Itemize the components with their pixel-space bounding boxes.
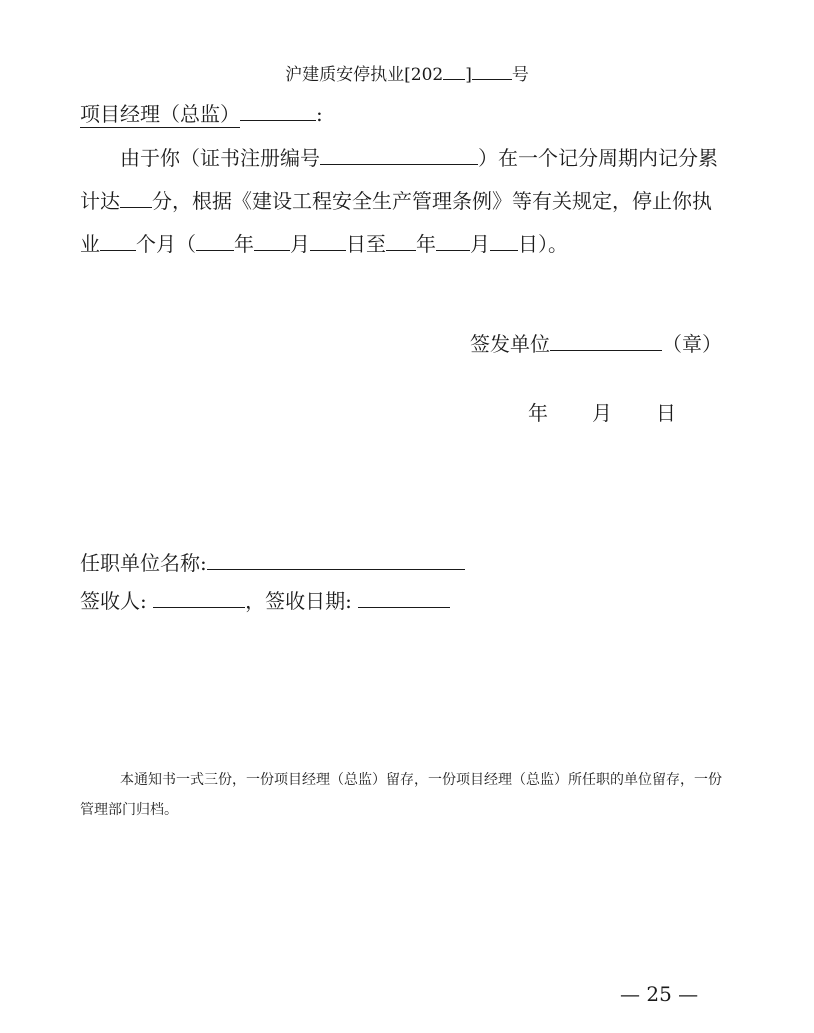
sign-month: 月 bbox=[592, 401, 612, 425]
doc-number-suffix: 号 bbox=[511, 65, 529, 85]
footnote: 本通知书一式三份，一份项目经理（总监）留存，一份项目经理（总监）所任职的单位留存，一份管理部门归档。 bbox=[80, 772, 722, 818]
start-day-blank bbox=[310, 230, 346, 251]
text-l3b: 个月（ bbox=[136, 232, 196, 256]
doc-number-prefix: 沪建质安停执业[202 bbox=[285, 65, 444, 85]
addressee-name-blank bbox=[240, 100, 316, 121]
doc-year-blank bbox=[443, 62, 465, 80]
issuer-line bbox=[470, 328, 722, 357]
text-year2: 年 bbox=[416, 232, 436, 256]
doc-number-mid: ] bbox=[465, 65, 472, 85]
addressee-label: 项目经理（总监） bbox=[80, 98, 240, 128]
receiver-label: 签收人: bbox=[80, 589, 147, 613]
score-blank bbox=[120, 187, 152, 208]
sign-date bbox=[528, 397, 676, 426]
issuer-blank bbox=[550, 330, 662, 351]
text-l2b: 分，根据《建设工程安全生产管理条例》等有关规定，停止你执 bbox=[152, 189, 712, 213]
addressee-colon: : bbox=[316, 102, 323, 126]
receipt-date-blank bbox=[358, 587, 450, 608]
sign-year: 年 bbox=[528, 401, 548, 425]
issuer-stamp: （章） bbox=[662, 332, 722, 356]
document-number bbox=[0, 60, 814, 85]
paragraph-line-2 bbox=[80, 185, 712, 214]
employer-line bbox=[80, 547, 465, 576]
receipt-date-label: ，签收日期: bbox=[245, 589, 352, 613]
paragraph-line-3 bbox=[80, 228, 568, 257]
end-year-blank bbox=[386, 230, 416, 251]
months-blank bbox=[100, 230, 136, 251]
start-month-blank bbox=[254, 230, 290, 251]
receiver-line bbox=[80, 585, 450, 614]
addressee-line bbox=[80, 98, 323, 128]
text-day1: 日至 bbox=[346, 232, 386, 256]
doc-serial-blank bbox=[472, 62, 512, 80]
text-month1: 月 bbox=[290, 232, 310, 256]
end-day-blank bbox=[490, 230, 518, 251]
text-year1: 年 bbox=[234, 232, 254, 256]
issuer-label: 签发单位 bbox=[470, 332, 550, 356]
text-month2: 月 bbox=[470, 232, 490, 256]
employer-label: 任职单位名称: bbox=[80, 551, 207, 575]
receiver-blank bbox=[153, 587, 245, 608]
text-l1b: ）在一个记分周期内记分累 bbox=[478, 146, 718, 170]
text-l1a: 由于你（证书注册编号 bbox=[120, 146, 320, 170]
text-l3a: 业 bbox=[80, 232, 100, 256]
text-day2: 日）。 bbox=[518, 232, 568, 256]
end-month-blank bbox=[436, 230, 470, 251]
employer-blank bbox=[207, 549, 465, 570]
sign-day: 日 bbox=[656, 401, 676, 425]
start-year-blank bbox=[196, 230, 234, 251]
paragraph-line-1 bbox=[120, 142, 718, 171]
text-l2a: 计达 bbox=[80, 189, 120, 213]
page-number: — 25 — bbox=[620, 982, 699, 1006]
cert-number-blank bbox=[320, 144, 478, 165]
